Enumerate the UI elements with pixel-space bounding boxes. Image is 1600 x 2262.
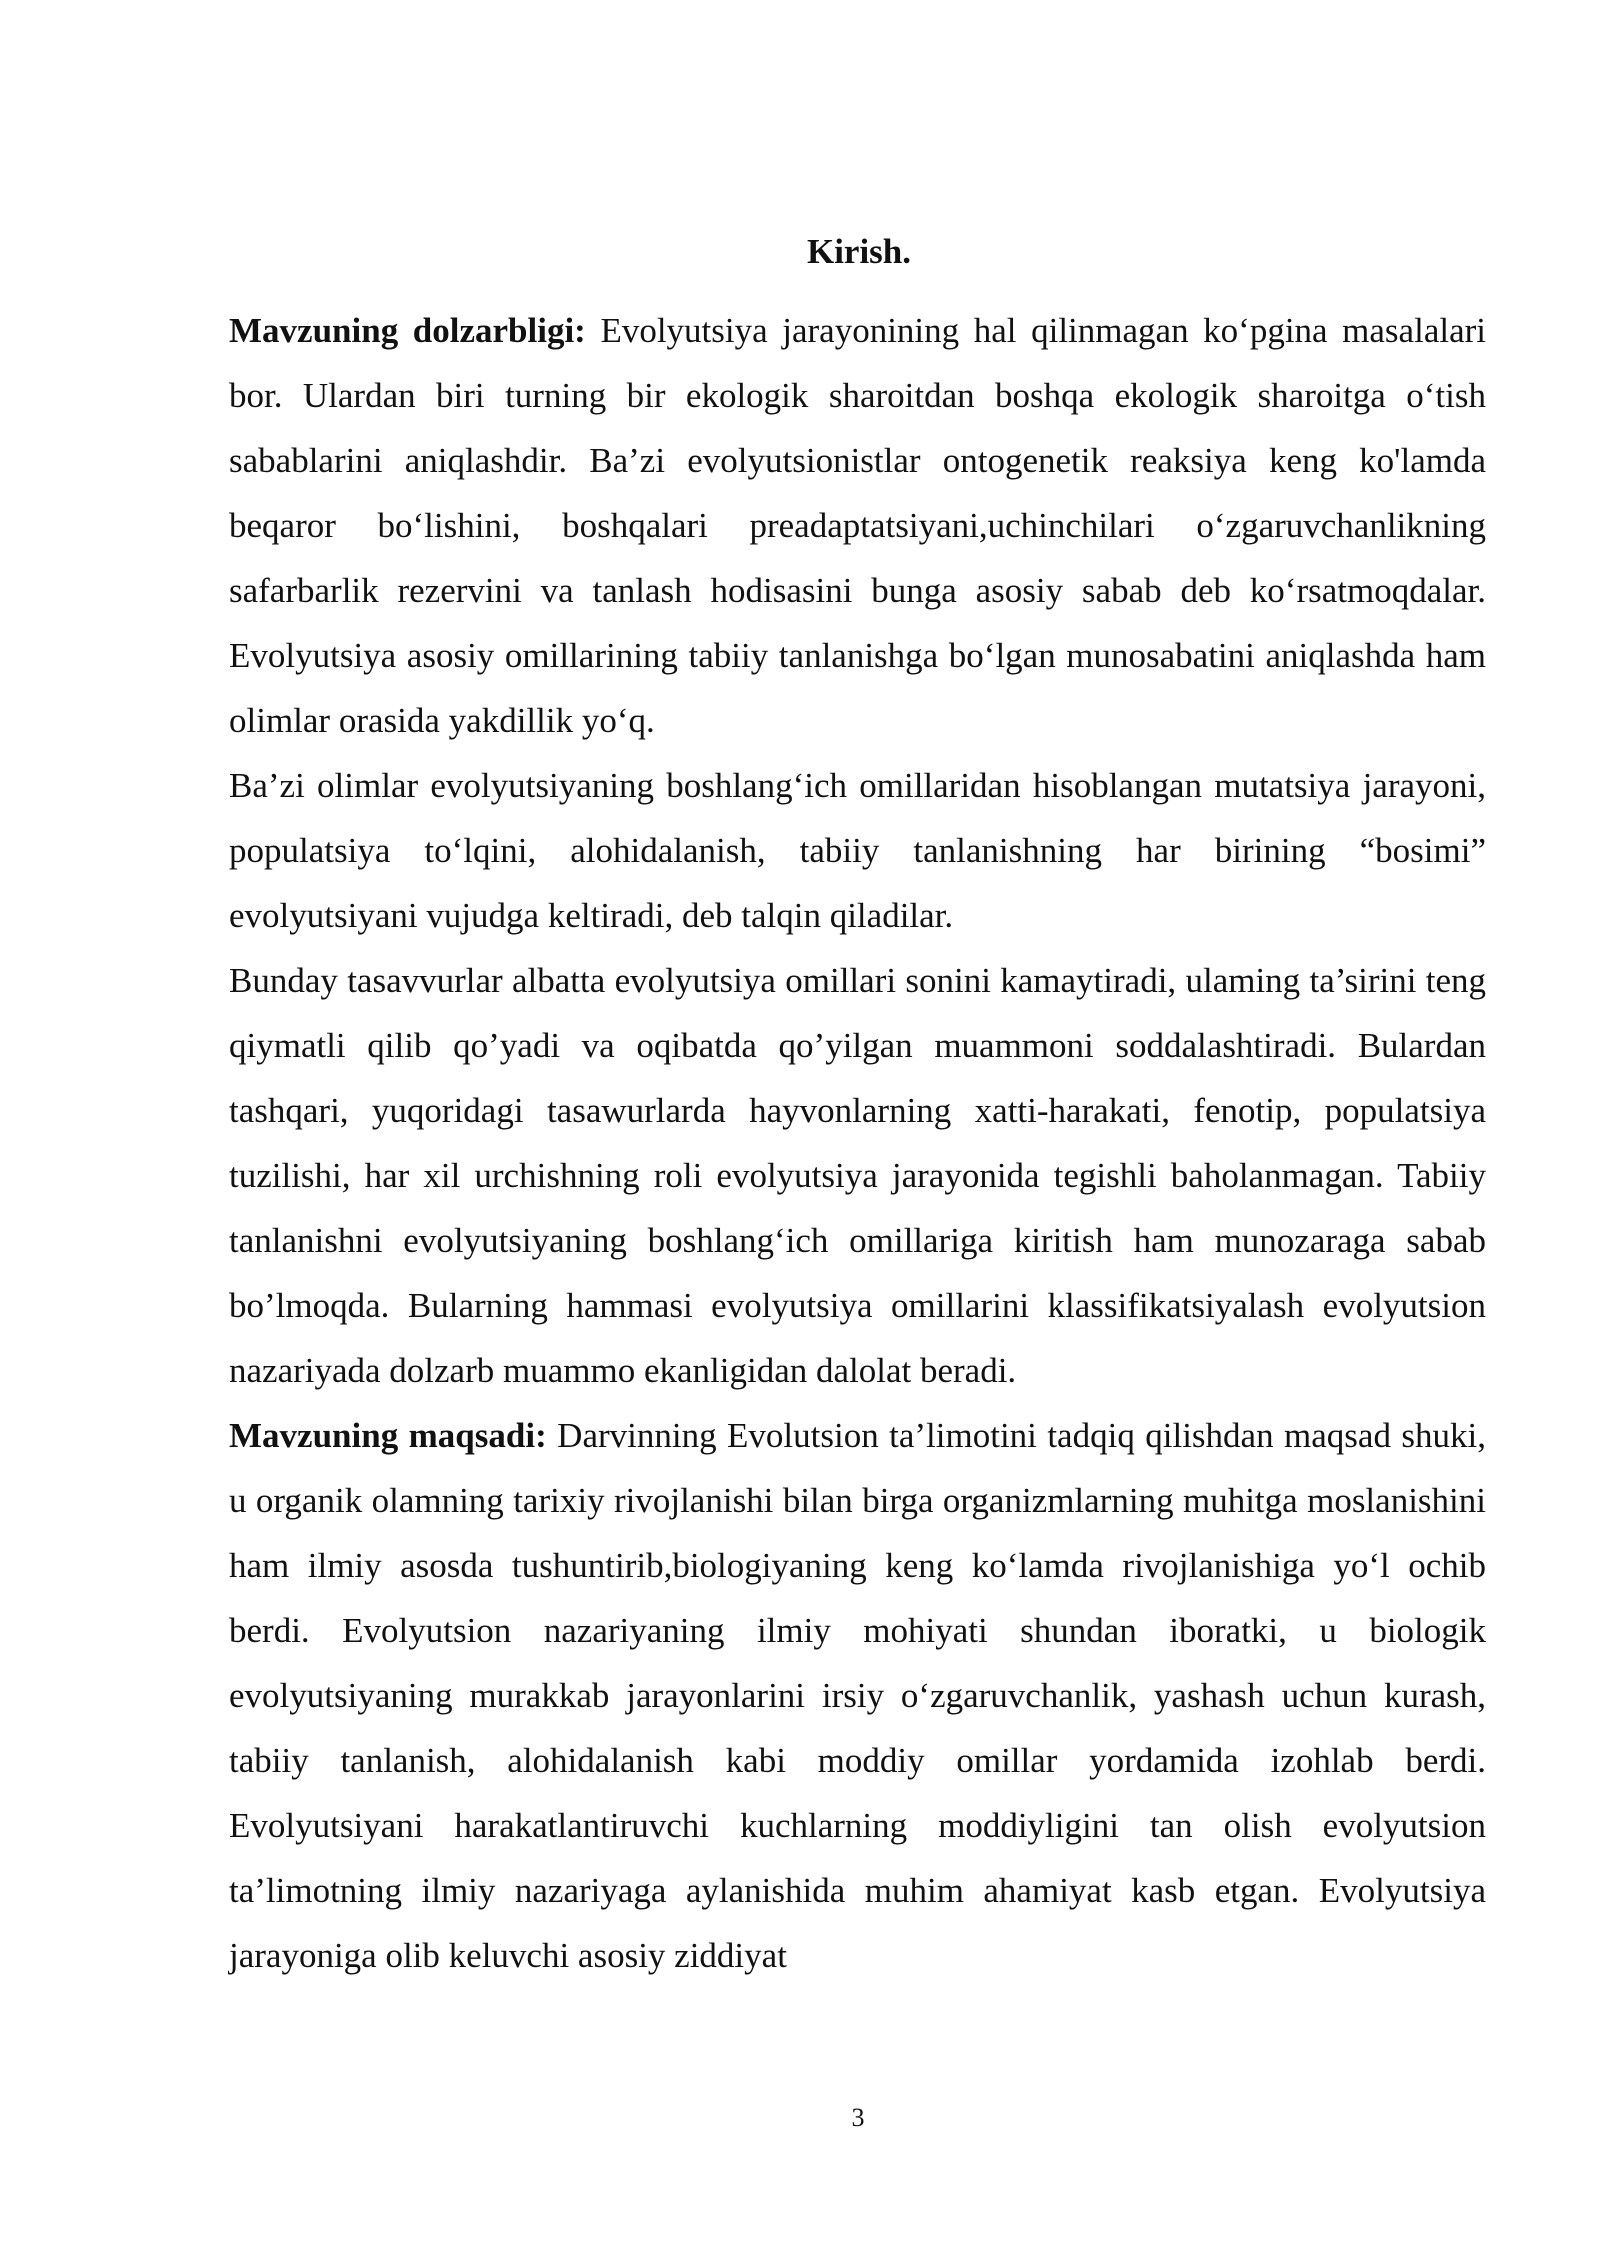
paragraph-text: Evolyutsiya jarayonining hal qilinmagan ko‘pgina masalalari bor. Ulardan biri turning bir ekologik sharoitdan boshqa ekologik sharoitga o‘tish sabablarini aniqlashdir. Ba’zi evolyutsionistlar ontogenetik reaksiya keng ko'lamda beqaror bo‘lishini, boshqalari preadaptatsiyani,uchinchilari o‘zgaruvchanlikning safarbarlik rezervini va tanlash hodisasini bunga asosiy sabab deb ko‘rsatmoqdalar. Evolyutsiya asosiy omillarining tabiiy tanlanishga bo‘lgan munosabatini aniqlashda ham olimlar orasida yakdillik yo‘q. bbox=[229, 311, 1486, 740]
page-number: 3 bbox=[851, 2103, 865, 2132]
paragraph-scientists bbox=[229, 753, 1486, 948]
paragraph-label: Mavzuning dolzarbligi: bbox=[229, 311, 586, 350]
paragraph-purpose bbox=[229, 1403, 1486, 1988]
section-title: Kirish. bbox=[806, 232, 912, 271]
paragraph-text: Bunday tasavvurlar albatta evolyutsiya omillari sonini kamaytiradi, ulaming ta’sirini teng qiymatli qilib qo’yadi va oqibatda qo’yilgan muammoni soddalashtiradi. Bulardan tashqari, yuqoridagi tasawurlarda hayvonlarning xatti-harakati, fenotip, populatsiya tuzilishi, har xil urchishning roli evolyutsiya jarayonida tegishli baholanmagan. Tabiiy tanlanishni evolyutsiyaning boshlang‘ich omillariga kiritish ham munozaraga sabab bo’lmoqda. Bularning hammasi evolyutsiya omillarini klassifikatsiyalash evolyutsion nazariyada dolzarb muammo ekanligidan dalolat beradi. bbox=[229, 961, 1486, 1390]
paragraph-concepts bbox=[229, 948, 1486, 1403]
paragraph-relevance bbox=[229, 298, 1486, 753]
body-text bbox=[229, 298, 1486, 1988]
paragraph-label: Mavzuning maqsadi: bbox=[229, 1416, 547, 1455]
paragraph-text: Darvinning Evolutsion ta’limotini tadqiq qilishdan maqsad shuki, u organik olamning tarixiy rivojlanishi bilan birga organizmlarning muhitga moslanishini ham ilmiy asosda tushuntirib,biologiyaning keng ko‘lamda rivojlanishiga yo‘l ochib berdi. Evolyutsion nazariyaning ilmiy mohiyati shundan iboratki, u biologik evolyutsiyaning murakkab jarayonlarini irsiy o‘zgaruvchanlik, yashash uchun kurash, tabiiy tanlanish, alohidalanish kabi moddiy omillar yordamida izohlab berdi. Evolyutsiyani harakatlantiruvchi kuchlarning moddiyligini tan olish evolyutsion ta’limotning ilmiy nazariyaga aylanishida muhim ahamiyat kasb etgan. Evolyutsiya jarayoniga olib keluvchi asosiy ziddiyat bbox=[229, 1416, 1486, 1975]
paragraph-text: Ba’zi olimlar evolyutsiyaning boshlang‘ich omillaridan hisoblangan mutatsiya jarayoni, populatsiya to‘lqini, alohidalanish, tabiiy tanlanishning har birining “bosimi” evolyutsiyani vujudga keltiradi, deb talqin qiladilar. bbox=[229, 766, 1486, 935]
